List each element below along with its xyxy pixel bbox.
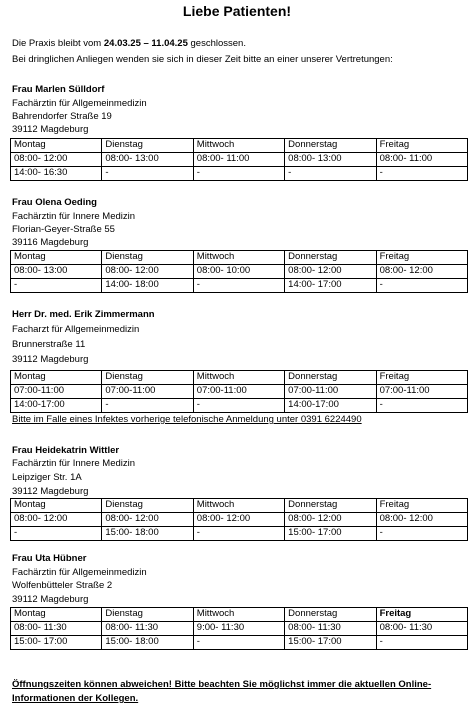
header-monday: Montag [11,608,102,622]
hours-cell: 08:00- 12:00 [11,153,102,167]
header-wednesday: Mittwoch [193,608,284,622]
table-row [11,153,468,167]
hours-cell: - [193,527,284,541]
doctor-city: 39112 Magdeburg [12,124,89,135]
opening-hours-table [10,138,468,181]
intro-line-1 [12,38,246,49]
table-header-row [11,251,468,265]
header-friday: Freitag [376,139,467,153]
hours-cell: - [193,279,284,293]
hours-cell: 15:00- 17:00 [285,527,376,541]
doctor-specialty: Fachärztin für Innere Medizin [12,211,136,222]
hours-cell: 08:00- 13:00 [285,153,376,167]
doctor-specialty: Fachärztin für Allgemeinmedizin [12,98,147,109]
hours-cell: - [193,399,284,413]
hours-cell: 08:00- 11:00 [376,153,467,167]
doctor-note: Bitte im Falle eines Infektes vorherige telefonische Anmeldung unter 0391 6224490 [12,414,362,425]
table-row [11,513,468,527]
hours-cell: 14:00- 16:30 [11,167,102,181]
header-tuesday: Dienstag [102,608,193,622]
doctor-street: Bahrendorfer Straße 19 [12,111,112,122]
footer-note-line-1: Öffnungszeiten können abweichen! Bitte beachten Sie möglichst immer die aktuellen Online- [12,679,432,690]
header-thursday: Donnerstag [285,371,376,385]
table-row [11,265,468,279]
header-thursday: Donnerstag [285,608,376,622]
header-friday: Freitag [376,608,467,622]
hours-cell: 14:00-17:00 [11,399,102,413]
doctor-name: Frau Marlen Sülldorf [12,84,105,95]
header-tuesday: Dienstag [102,499,193,513]
hours-cell: 07:00-11:00 [376,385,467,399]
header-thursday: Donnerstag [285,139,376,153]
header-tuesday: Dienstag [102,139,193,153]
table-header-row [11,499,468,513]
hours-cell: - [376,167,467,181]
doctor-specialty: Facharzt für Allgemeinmedizin [12,324,140,335]
opening-hours-table [10,370,468,413]
header-tuesday: Dienstag [102,371,193,385]
opening-hours-table [10,607,468,650]
table-row [11,385,468,399]
hours-cell: - [376,399,467,413]
header-wednesday: Mittwoch [193,251,284,265]
intro-suffix: geschlossen. [187,38,246,49]
header-monday: Montag [11,139,102,153]
table-row [11,399,468,413]
hours-cell: 07:00-11:00 [102,385,193,399]
opening-hours-table [10,250,468,293]
hours-cell: 08:00- 10:00 [193,265,284,279]
doctor-name: Herr Dr. med. Erik Zimmermann [12,309,155,320]
header-tuesday: Dienstag [102,251,193,265]
doctor-city: 39112 Magdeburg [12,354,89,365]
hours-cell: 14:00- 18:00 [102,279,193,293]
table-header-row [11,371,468,385]
hours-cell: 08:00- 12:00 [102,265,193,279]
doctor-city: 39112 Magdeburg [12,594,89,605]
hours-cell: 15:00- 17:00 [285,636,376,650]
table-row [11,167,468,181]
table-row [11,527,468,541]
doctor-street: Wolfenbütteler Straße 2 [12,580,113,591]
header-wednesday: Mittwoch [193,499,284,513]
hours-cell: - [376,527,467,541]
hours-cell: 08:00- 11:30 [102,622,193,636]
doctor-specialty: Fachärztin für Innere Medizin [12,458,136,469]
hours-cell: - [102,399,193,413]
hours-cell: - [376,636,467,650]
header-friday: Freitag [376,499,467,513]
hours-cell: 07:00-11:00 [285,385,376,399]
opening-hours-table [10,498,468,541]
hours-cell: 08:00- 11:30 [11,622,102,636]
footer-note-line-2: Informationen der Kollegen. [12,693,139,704]
table-row [11,279,468,293]
table-header-row [11,608,468,622]
table-row [11,622,468,636]
header-friday: Freitag [376,251,467,265]
table-row [11,636,468,650]
doctor-street: Leipziger Str. 1A [12,472,82,483]
hours-cell: 08:00- 12:00 [193,513,284,527]
hours-cell: 14:00- 17:00 [285,279,376,293]
intro-line-2: Bei dringlichen Anliegen wenden sie sich in dieser Zeit bitte an einer unserer Vertretungen: [12,54,393,65]
hours-cell: 08:00- 11:30 [285,622,376,636]
hours-cell: 15:00- 18:00 [102,527,193,541]
doctor-specialty: Fachärztin für Allgemeinmedizin [12,567,147,578]
doctor-street: Brunnerstraße 11 [12,339,86,350]
header-monday: Montag [11,251,102,265]
hours-cell: 15:00- 17:00 [11,636,102,650]
header-wednesday: Mittwoch [193,371,284,385]
doctor-city: 39116 Magdeburg [12,237,89,248]
hours-cell: 08:00- 11:30 [376,622,467,636]
hours-cell: 08:00- 13:00 [11,265,102,279]
hours-cell: 08:00- 13:00 [102,153,193,167]
hours-cell: 08:00- 12:00 [102,513,193,527]
hours-cell: 07:00-11:00 [193,385,284,399]
hours-cell: - [285,167,376,181]
table-header-row [11,139,468,153]
hours-cell: - [102,167,193,181]
header-wednesday: Mittwoch [193,139,284,153]
hours-cell: - [193,636,284,650]
hours-cell: 08:00- 12:00 [11,513,102,527]
doctor-street: Florian-Geyer-Straße 55 [12,224,115,235]
hours-cell: - [193,167,284,181]
hours-cell: 07:00-11:00 [11,385,102,399]
hours-cell: 14:00-17:00 [285,399,376,413]
hours-cell: 15:00- 18:00 [102,636,193,650]
header-monday: Montag [11,499,102,513]
header-friday: Freitag [376,371,467,385]
hours-cell: 08:00- 12:00 [285,513,376,527]
hours-cell: - [11,527,102,541]
doctor-name: Frau Uta Hübner [12,553,87,564]
hours-cell: - [376,279,467,293]
hours-cell: 9:00- 11:30 [193,622,284,636]
intro-prefix: Die Praxis bleibt vom [12,38,104,49]
hours-cell: 08:00- 12:00 [376,265,467,279]
header-monday: Montag [11,371,102,385]
hours-cell: 08:00- 12:00 [285,265,376,279]
hours-cell: 08:00- 12:00 [376,513,467,527]
header-thursday: Donnerstag [285,251,376,265]
hours-cell: - [11,279,102,293]
page-title: Liebe Patienten! [182,3,292,19]
header-thursday: Donnerstag [285,499,376,513]
closure-dates: 24.03.25 – 11.04.25 [103,38,188,49]
doctor-city: 39112 Magdeburg [12,486,89,497]
hours-cell: 08:00- 11:00 [193,153,284,167]
doctor-name: Frau Olena Oeding [12,197,97,208]
doctor-name: Frau Heidekatrin Wittler [12,445,120,456]
